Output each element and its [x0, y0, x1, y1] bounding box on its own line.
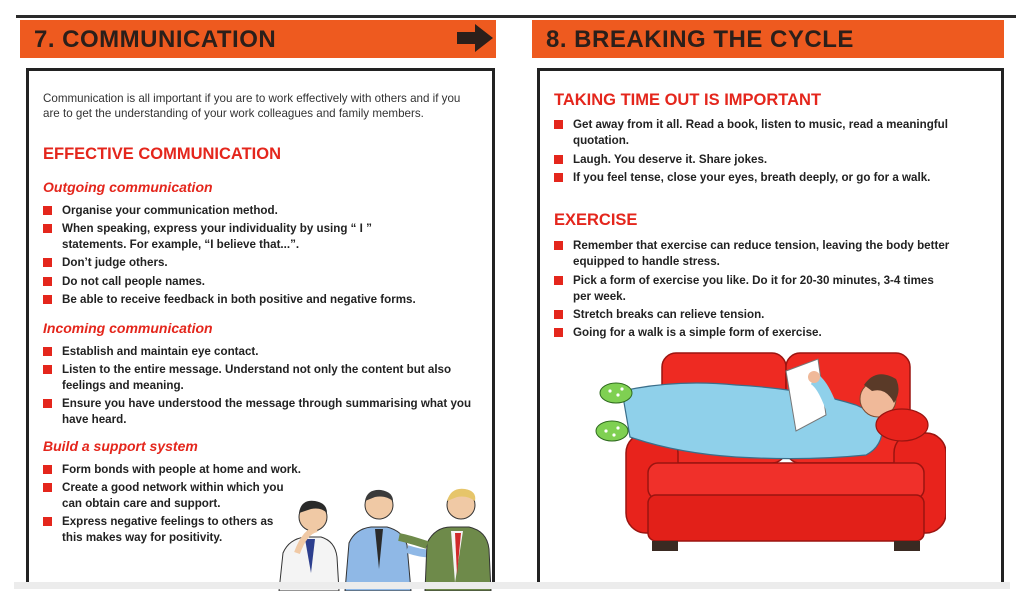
breaking-cycle-panel: TAKING TIME OUT IS IMPORTANT Get away from it all. Read a book, listen to music, read a meaningful quotation. Laugh. You deserve it. Share jokes. If you feel tense, close your eyes, breath deeply, or go for a walk. EXERCISE Remember that exercise can reduce tension, leaving the body better equipped to handle stress. Pick a form of exercise you like. Do it for 20-30 minutes, 3-4 times per week. Stretch breaks can relieve tension. Going for a walk is a simple form of exercise.	[537, 68, 1004, 588]
square-bullet-icon	[43, 483, 52, 492]
intro-text: Communication is all important if you are to work effectively with others and if you are to get the understanding of your work colleagues and family members.	[43, 92, 461, 120]
square-bullet-icon	[43, 399, 52, 408]
square-bullet-icon	[43, 365, 52, 374]
square-bullet-icon	[554, 241, 563, 250]
section-banner-breaking-cycle	[532, 20, 1004, 58]
square-bullet-icon	[554, 328, 563, 337]
square-bullet-icon	[43, 517, 52, 526]
square-bullet-icon	[554, 173, 563, 182]
heading-taking-time-out: TAKING TIME OUT IS IMPORTANT	[554, 91, 822, 109]
top-rule	[16, 15, 1016, 18]
square-bullet-icon	[43, 347, 52, 356]
subheading-outgoing: Outgoing communication	[43, 179, 213, 195]
square-bullet-icon	[43, 258, 52, 267]
square-bullet-icon	[43, 206, 52, 215]
square-bullet-icon	[554, 276, 563, 285]
people-talking-illustration	[275, 483, 495, 591]
person-on-sofa-illustration	[586, 345, 946, 565]
square-bullet-icon	[43, 465, 52, 474]
section-banner-communication	[20, 20, 496, 58]
subheading-incoming: Incoming communication	[43, 320, 213, 336]
subheading-support: Build a support system	[43, 438, 198, 454]
square-bullet-icon	[554, 120, 563, 129]
banner-title: 7. COMMUNICATION	[34, 26, 277, 53]
communication-panel: Communication is all important if you are to work effectively with others and if you are to get the understanding of your work colleagues and family members. EFFECTIVE COMMUNICATION Outgoing communication Organise your communication method. When speaking, express your individuality by using “ I ” statements. For example, “I believe that...”. Don’t judge others. Do not call people names. Be able to receive feedback in both positive and negative forms. Incoming communication Establish and maintain eye contact. Listen to the entire message. Understand not only the content but also feelings and meaning. Ensure you have understood the message through summarising what you have heard. Build a support system Form bonds with people at home and work. Create a good network within which you can obtain care and support. Express negative feelings to others as this makes way for positivity.	[26, 68, 495, 588]
arrow-right-icon	[455, 22, 495, 54]
banner-title: 8. BREAKING THE CYCLE	[546, 26, 854, 53]
bottom-shadow	[14, 582, 1010, 589]
heading-effective-communication: EFFECTIVE COMMUNICATION	[43, 145, 282, 163]
square-bullet-icon	[554, 310, 563, 319]
square-bullet-icon	[43, 295, 52, 304]
square-bullet-icon	[43, 224, 52, 233]
square-bullet-icon	[43, 277, 52, 286]
square-bullet-icon	[554, 155, 563, 164]
heading-exercise: EXERCISE	[554, 211, 638, 229]
